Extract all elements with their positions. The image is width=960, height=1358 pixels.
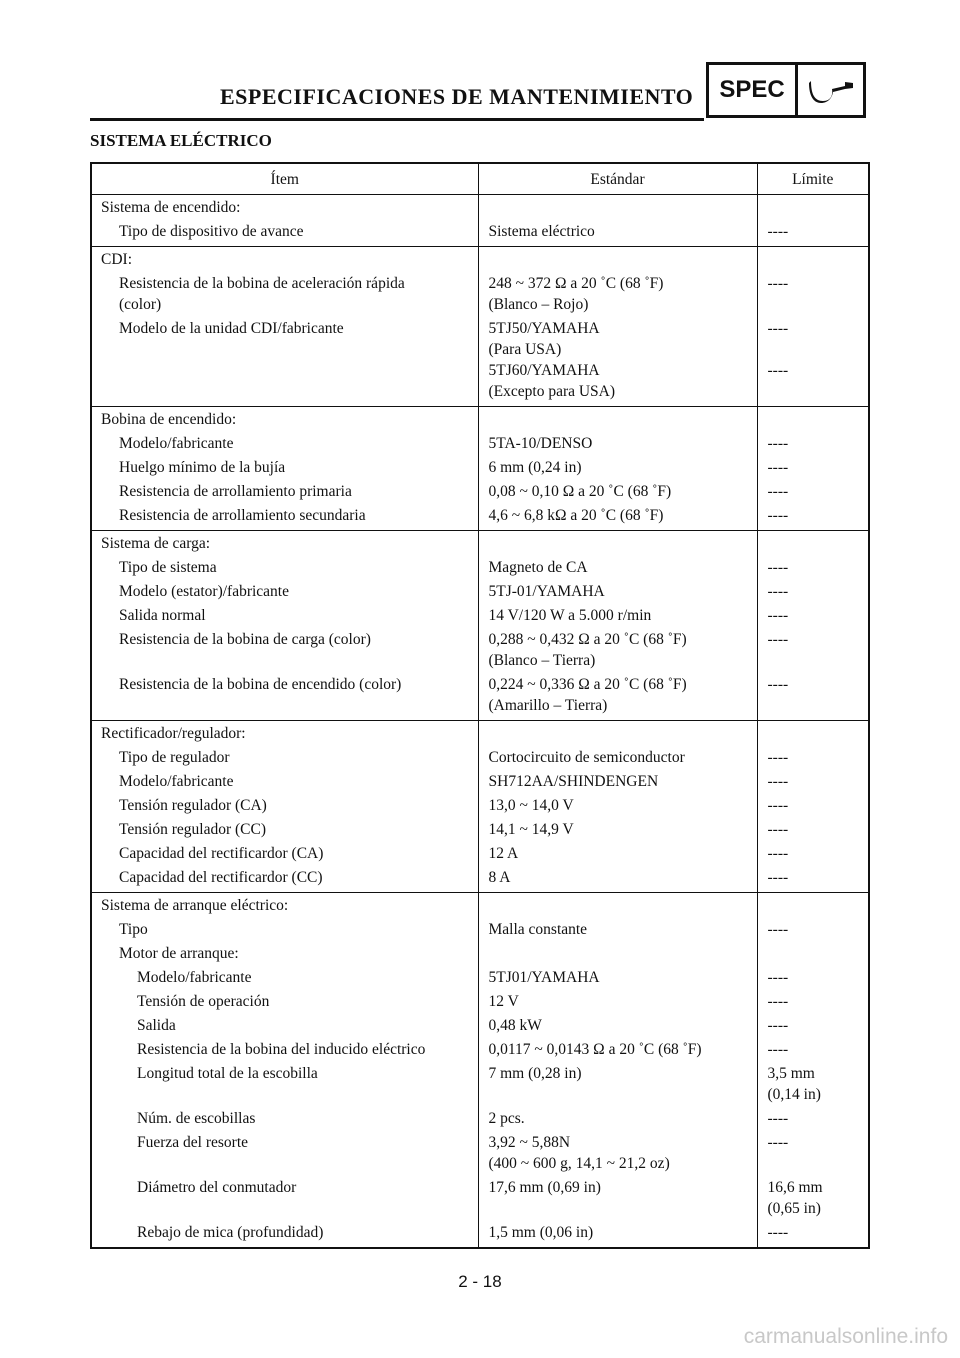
limit-cell <box>757 744 869 768</box>
limit-cell <box>757 478 869 502</box>
limit-cell <box>757 721 869 745</box>
table-row <box>91 964 869 988</box>
limit-cell <box>757 1012 869 1036</box>
standard-cell-text: 4,6 ~ 6,8 kΩ a 20 ˚C (68 ˚F) <box>488 507 664 524</box>
limit-cell-text: ---- <box>767 869 789 886</box>
limit-cell-text: ---- <box>767 583 789 600</box>
item-cell <box>91 626 478 671</box>
standard-cell <box>478 531 757 555</box>
standard-cell <box>478 430 757 454</box>
table-group <box>91 407 869 531</box>
item-cell <box>91 195 478 219</box>
table-row <box>91 916 869 940</box>
limit-cell-text: ---- <box>767 821 789 838</box>
limit-cell-text: ---- <box>767 1017 789 1034</box>
limit-cell-text: ---- <box>767 845 789 862</box>
limit-cell-text: ---- <box>767 1224 789 1241</box>
standard-cell-text: Malla constante <box>488 921 588 938</box>
standard-cell <box>478 1012 757 1036</box>
limit-cell <box>757 940 869 964</box>
limit-cell <box>757 1036 869 1060</box>
item-cell <box>91 270 478 315</box>
standard-cell-text: 6 mm (0,24 in) <box>488 459 582 476</box>
table-group <box>91 247 869 407</box>
item-cell <box>91 721 478 745</box>
table-row <box>91 1060 869 1105</box>
section-title: SISTEMA ELÉCTRICO <box>90 131 272 150</box>
table-row <box>91 315 869 407</box>
table-row <box>91 602 869 626</box>
limit-cell <box>757 407 869 431</box>
table-row <box>91 1129 869 1174</box>
item-cell-text: Sistema de arranque eléctrico: <box>101 897 289 914</box>
item-cell <box>91 247 478 271</box>
item-cell-text: Salida <box>137 1017 176 1034</box>
item-cell-text: Motor de arranque: <box>119 945 239 962</box>
table-row <box>91 454 869 478</box>
standard-cell <box>478 1105 757 1129</box>
standard-cell <box>478 1060 757 1105</box>
item-cell <box>91 315 478 407</box>
item-cell-text: Modelo/fabricante <box>119 435 234 452</box>
table-row <box>91 1219 869 1248</box>
item-cell-text: Modelo/fabricante <box>119 773 234 790</box>
item-cell-text: Núm. de escobillas <box>137 1110 256 1127</box>
table-row <box>91 744 869 768</box>
limit-cell-text: ---- <box>767 275 789 292</box>
standard-cell <box>478 478 757 502</box>
spec-table <box>90 162 870 1249</box>
item-cell <box>91 816 478 840</box>
table-row <box>91 195 869 219</box>
table-row <box>91 478 869 502</box>
table-row <box>91 218 869 247</box>
limit-cell-text: ---- <box>767 749 789 766</box>
limit-cell-text: ---- <box>767 773 789 790</box>
watermark: carmanualsonline.info <box>743 1325 948 1348</box>
limit-cell <box>757 964 869 988</box>
limit-cell-text: 3,5 mm (0,14 in) <box>767 1065 821 1103</box>
table-row <box>91 270 869 315</box>
item-cell-text: Sistema de carga: <box>101 535 211 552</box>
standard-cell-text: 0,224 ~ 0,336 Ω a 20 ˚C (68 ˚F) (Amarillo – Tierra) <box>488 676 687 714</box>
item-cell <box>91 988 478 1012</box>
item-cell-text: Longitud total de la escobilla <box>137 1065 318 1082</box>
item-cell-text: Modelo de la unidad CDI/fabricante <box>119 320 344 337</box>
table-row <box>91 430 869 454</box>
standard-cell <box>478 247 757 271</box>
item-cell-text: Modelo (estator)/fabricante <box>119 583 289 600</box>
limit-cell-text: ---- ---- <box>767 320 789 379</box>
standard-cell <box>478 602 757 626</box>
standard-cell <box>478 893 757 917</box>
standard-cell <box>478 721 757 745</box>
limit-cell-text: ---- <box>767 993 789 1010</box>
item-cell-text: CDI: <box>101 251 132 268</box>
standard-cell-text: 0,0117 ~ 0,0143 Ω a 20 ˚C (68 ˚F) <box>488 1041 702 1058</box>
standard-cell <box>478 1219 757 1248</box>
item-cell-text: Resistencia de arrollamiento secundaria <box>119 507 366 524</box>
standard-cell <box>478 671 757 721</box>
standard-cell-text: Sistema eléctrico <box>488 223 595 240</box>
standard-cell-text: Magneto de CA <box>488 559 588 576</box>
limit-cell-text: ---- <box>767 631 789 648</box>
standard-cell <box>478 744 757 768</box>
item-cell-text: Sistema de encendido: <box>101 199 241 216</box>
standard-cell <box>478 626 757 671</box>
standard-cell-text: 248 ~ 372 Ω a 20 ˚C (68 ˚F) (Blanco – Rojo) <box>488 275 664 313</box>
standard-cell-text: 12 A <box>488 845 519 862</box>
standard-cell-text: 1,5 mm (0,06 in) <box>488 1224 594 1241</box>
standard-cell <box>478 502 757 531</box>
item-cell <box>91 940 478 964</box>
standard-cell <box>478 578 757 602</box>
table-row <box>91 816 869 840</box>
limit-cell-text: ---- <box>767 969 789 986</box>
column-header-limit: Límite <box>757 163 869 195</box>
standard-cell-text: SH712AA/SHINDENGEN <box>488 773 659 790</box>
limit-cell <box>757 816 869 840</box>
item-cell <box>91 864 478 893</box>
table-row <box>91 768 869 792</box>
standard-cell-text: 5TA-10/DENSO <box>488 435 593 452</box>
limit-cell <box>757 988 869 1012</box>
standard-cell-text: 17,6 mm (0,69 in) <box>488 1179 601 1196</box>
item-cell <box>91 671 478 721</box>
limit-cell-text: ---- <box>767 676 789 693</box>
limit-cell <box>757 502 869 531</box>
limit-cell-text: ---- <box>767 459 789 476</box>
item-cell <box>91 1105 478 1129</box>
item-cell <box>91 578 478 602</box>
standard-cell <box>478 315 757 407</box>
item-cell <box>91 916 478 940</box>
standard-cell <box>478 1036 757 1060</box>
item-cell-text: Diámetro del conmutador <box>137 1179 297 1196</box>
item-cell-text: Rectificador/regulador: <box>101 725 246 742</box>
table-row <box>91 840 869 864</box>
limit-cell <box>757 768 869 792</box>
item-cell-text: Tensión regulador (CA) <box>119 797 267 814</box>
item-cell-text: Fuerza del resorte <box>137 1134 249 1151</box>
table-row <box>91 864 869 893</box>
table-row <box>91 502 869 531</box>
item-cell <box>91 792 478 816</box>
item-cell-text: Tensión regulador (CC) <box>119 821 266 838</box>
item-cell <box>91 502 478 531</box>
item-cell-text: Capacidad del rectificardor (CC) <box>119 869 323 886</box>
column-header-standard: Estándar <box>478 163 757 195</box>
item-cell <box>91 454 478 478</box>
standard-cell-text: 3,92 ~ 5,88N (400 ~ 600 g, 14,1 ~ 21,2 oz) <box>488 1134 670 1172</box>
table-row <box>91 1036 869 1060</box>
standard-cell-text: 0,288 ~ 0,432 Ω a 20 ˚C (68 ˚F) (Blanco – Tierra) <box>488 631 687 669</box>
item-cell <box>91 531 478 555</box>
item-cell <box>91 1129 478 1174</box>
page-number: 2 - 18 <box>458 1272 502 1291</box>
table-row <box>91 671 869 721</box>
standard-cell-text: 5TJ-01/YAMAHA <box>488 583 605 600</box>
item-cell <box>91 768 478 792</box>
standard-cell-text: 14 V/120 W a 5.000 r/min <box>488 607 652 624</box>
standard-cell <box>478 816 757 840</box>
standard-cell <box>478 1129 757 1174</box>
spec-badge <box>706 62 866 118</box>
table-row <box>91 578 869 602</box>
table-row <box>91 407 869 431</box>
table-row <box>91 988 869 1012</box>
item-cell-text: Bobina de encendido: <box>101 411 237 428</box>
table-row <box>91 940 869 964</box>
limit-cell <box>757 1129 869 1174</box>
item-cell-text: Tipo de sistema <box>119 559 217 576</box>
table-row <box>91 626 869 671</box>
limit-cell-text: ---- <box>767 607 789 624</box>
standard-cell-text: 5TJ01/YAMAHA <box>488 969 600 986</box>
page-title: ESPECIFICACIONES DE MANTENIMIENTO <box>220 84 694 109</box>
limit-cell <box>757 430 869 454</box>
item-cell <box>91 430 478 454</box>
item-cell-text: Salida normal <box>119 607 206 624</box>
item-cell <box>91 218 478 247</box>
limit-cell <box>757 218 869 247</box>
limit-cell-text: ---- <box>767 921 789 938</box>
limit-cell-text: ---- <box>767 559 789 576</box>
limit-cell <box>757 864 869 893</box>
standard-cell <box>478 916 757 940</box>
item-cell-text: Tensión de operación <box>137 993 270 1010</box>
item-cell <box>91 1012 478 1036</box>
item-cell-text: Resistencia de la bobina de encendido (color) <box>119 676 402 693</box>
standard-cell-text: 14,1 ~ 14,9 V <box>488 821 574 838</box>
table-group <box>91 721 869 893</box>
item-cell <box>91 1060 478 1105</box>
standard-cell <box>478 864 757 893</box>
item-cell-text: Rebajo de mica (profundidad) <box>137 1224 324 1241</box>
table-row <box>91 721 869 745</box>
table-row <box>91 531 869 555</box>
limit-cell <box>757 840 869 864</box>
item-cell-text: Tipo de regulador <box>119 749 230 766</box>
table-group <box>91 893 869 1249</box>
table-row <box>91 893 869 917</box>
limit-cell-text: ---- <box>767 1041 789 1058</box>
standard-cell <box>478 940 757 964</box>
standard-cell <box>478 195 757 219</box>
limit-cell <box>757 554 869 578</box>
limit-cell-text: ---- <box>767 1110 789 1127</box>
wrench-icon <box>798 65 863 115</box>
limit-cell <box>757 626 869 671</box>
standard-cell <box>478 840 757 864</box>
limit-cell-text: ---- <box>767 483 789 500</box>
limit-cell-text: ---- <box>767 1134 789 1151</box>
limit-cell-text: ---- <box>767 435 789 452</box>
limit-cell-text: 16,6 mm (0,65 in) <box>767 1179 823 1217</box>
column-header-item: Ítem <box>91 163 478 195</box>
item-cell <box>91 964 478 988</box>
standard-cell <box>478 988 757 1012</box>
table-group <box>91 195 869 247</box>
standard-cell <box>478 270 757 315</box>
standard-cell <box>478 768 757 792</box>
standard-cell-text: 2 pcs. <box>488 1110 525 1127</box>
standard-cell <box>478 1174 757 1219</box>
limit-cell <box>757 602 869 626</box>
item-cell-text: Huelgo mínimo de la bujía <box>119 459 286 476</box>
limit-cell <box>757 247 869 271</box>
limit-cell <box>757 1219 869 1248</box>
limit-cell <box>757 315 869 407</box>
table-row <box>91 554 869 578</box>
standard-cell <box>478 218 757 247</box>
limit-cell <box>757 454 869 478</box>
item-cell <box>91 1036 478 1060</box>
standard-cell <box>478 792 757 816</box>
item-cell <box>91 1219 478 1248</box>
item-cell <box>91 554 478 578</box>
table-row <box>91 1012 869 1036</box>
limit-cell-text: ---- <box>767 507 789 524</box>
item-cell <box>91 478 478 502</box>
standard-cell-text: Cortocircuito de semiconductor <box>488 749 685 766</box>
standard-cell-text: 0,08 ~ 0,10 Ω a 20 ˚C (68 ˚F) <box>488 483 672 500</box>
standard-cell-text: 13,0 ~ 14,0 V <box>488 797 574 814</box>
limit-cell <box>757 1174 869 1219</box>
item-cell-text: Capacidad del rectificardor (CA) <box>119 845 324 862</box>
item-cell <box>91 407 478 431</box>
header-rule <box>90 118 704 121</box>
item-cell-text: Resistencia de arrollamiento primaria <box>119 483 352 500</box>
limit-cell <box>757 893 869 917</box>
standard-cell-text: 12 V <box>488 993 519 1010</box>
limit-cell <box>757 1105 869 1129</box>
item-cell <box>91 1174 478 1219</box>
item-cell-text: Resistencia de la bobina del inducido eléctrico <box>137 1041 426 1058</box>
table-group <box>91 531 869 721</box>
standard-cell <box>478 407 757 431</box>
limit-cell <box>757 531 869 555</box>
limit-cell <box>757 1060 869 1105</box>
item-cell <box>91 744 478 768</box>
item-cell-text: Modelo/fabricante <box>137 969 252 986</box>
limit-cell-text: ---- <box>767 223 789 240</box>
item-cell-text: Resistencia de la bobina de aceleración rápida (color) <box>119 275 405 313</box>
standard-cell-text: 8 A <box>488 869 511 886</box>
table-header-row <box>91 163 869 195</box>
item-cell-text: Resistencia de la bobina de carga (color) <box>119 631 371 648</box>
limit-cell <box>757 270 869 315</box>
spec-badge-label: SPEC <box>709 65 798 115</box>
limit-cell-text: ---- <box>767 797 789 814</box>
item-cell <box>91 840 478 864</box>
item-cell <box>91 893 478 917</box>
limit-cell <box>757 195 869 219</box>
item-cell-text: Tipo de dispositivo de avance <box>119 223 304 240</box>
table-row <box>91 247 869 271</box>
standard-cell <box>478 454 757 478</box>
table-row <box>91 1174 869 1219</box>
standard-cell-text: 7 mm (0,28 in) <box>488 1065 582 1082</box>
standard-cell <box>478 554 757 578</box>
standard-cell-text: 0,48 kW <box>488 1017 542 1034</box>
item-cell <box>91 602 478 626</box>
table-row <box>91 792 869 816</box>
standard-cell-text: 5TJ50/YAMAHA (Para USA) 5TJ60/YAMAHA (Excepto para USA) <box>488 320 616 400</box>
limit-cell <box>757 792 869 816</box>
limit-cell <box>757 578 869 602</box>
limit-cell <box>757 671 869 721</box>
table-row <box>91 1105 869 1129</box>
item-cell-text: Tipo <box>119 921 148 938</box>
limit-cell <box>757 916 869 940</box>
standard-cell <box>478 964 757 988</box>
